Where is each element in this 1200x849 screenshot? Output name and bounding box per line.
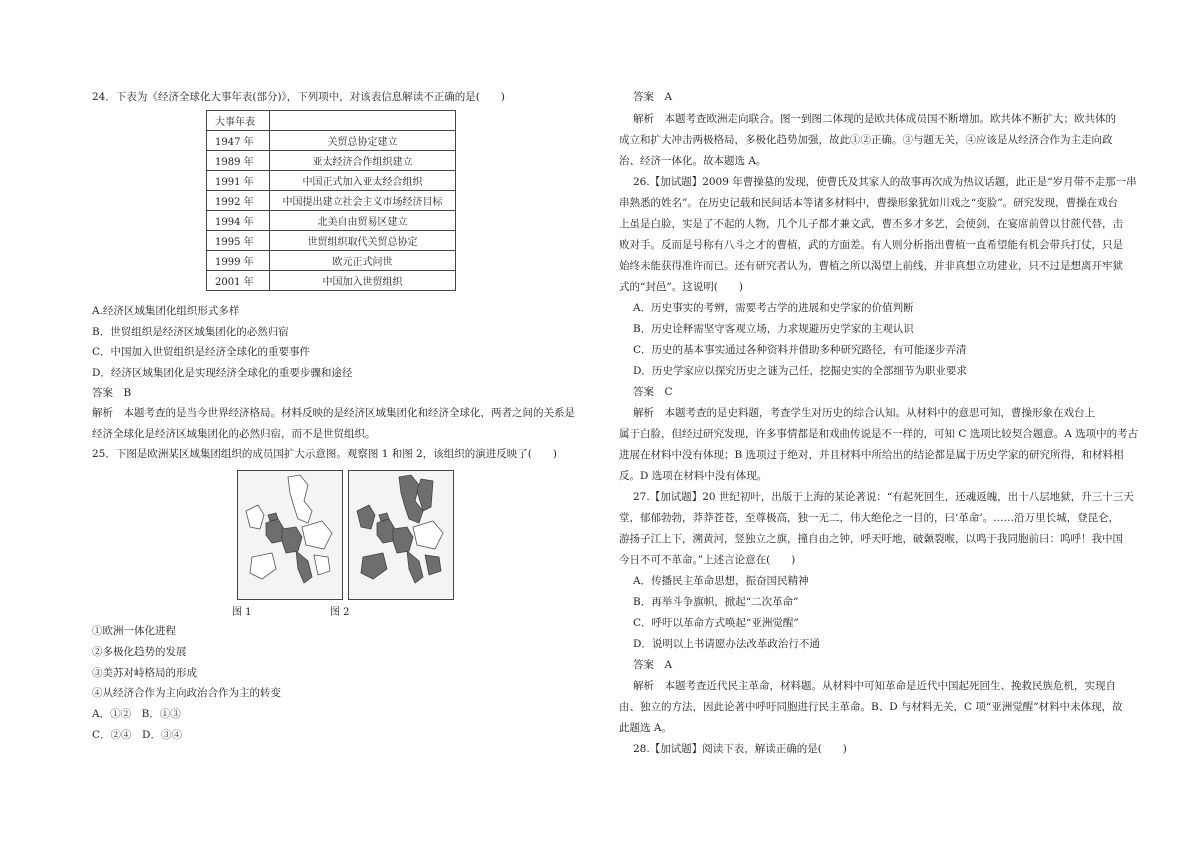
q26-analysis-3: 进展在材料中没有体现；B 选项过于绝对，并且材料中所给出的结论都是属于历史学家的研究所得，和材料相: [619, 449, 1124, 461]
q27-stem-3: 游扬子江上下，溯黄河，竖独立之旗，撞自由之钟，呼天吁地，破颡裂喉，以鸣于我同胞前曰：呜呼！我中国: [619, 533, 1123, 545]
q25-answer: 答案 A: [633, 91, 673, 103]
q26-analysis-1: 解析 本题考查的是史料题，考查学生对历史的综合认知。从材料中的意思可知，曹操形象在戏台上: [633, 407, 1095, 419]
table-row: 1992 年 中国提出建立社会主义市场经济目标: [207, 191, 456, 211]
q26-stem-5: 始终未能获得准许而已。还有研究者认为，曹植之所以渴望上前线，并非真想立功建业，只不过是想离开牢狱: [619, 260, 1123, 272]
table-row: 1989 年 亚太经济合作组织建立: [207, 151, 456, 171]
q26-stem-2: 串熟悉的姓名”。在历史记载和民间话本等诸多材料中，曹操形象犹如川戏之“变脸”。研究发现，曹操在戏台: [619, 197, 1119, 209]
q25-item-1: ①欧洲一体化进程: [92, 625, 176, 637]
table-row: 大事年表: [207, 111, 456, 131]
q25-choices-ab: A．①② B．①③: [92, 708, 181, 720]
q27-option-a: A．传播民主革命思想，振奋国民精神: [633, 575, 809, 587]
q26-option-a: A．历史事实的考辨，需要考古学的进展和史学家的价值判断: [633, 302, 914, 314]
q24-option-d: D．经济区域集团化是实现经济全球化的重要步骤和途径: [92, 367, 353, 379]
fig1-caption: 图 1: [232, 607, 252, 618]
table-row: 1999 年 欧元正式问世: [207, 251, 456, 271]
q26-analysis-4: 反。D 选项在材料中没有体现。: [619, 470, 768, 482]
q27-analysis-3: 此题选 A。: [619, 722, 672, 734]
q27-stem-2: 堂，郁郁勃勃，莽莽苍苍，至尊极高，独一无二，伟大绝伦之一目的，曰‘革命’。……沿万里长城，登昆仑，: [619, 512, 1120, 524]
events-table: [206, 110, 456, 291]
q25-item-3: ③美苏对峙格局的形成: [92, 667, 197, 679]
q26-option-b: B．历史诠释需坚守客观立场，力求规避历史学家的主观认识: [633, 323, 914, 335]
q24-option-b: B．世贸组织是经济区域集团化的必然归宿: [92, 326, 289, 338]
q25-analysis-2: 成立和扩大冲击两极格局，多极化趋势加强，故此①②正确。③与题无关，④应该是从经济合作为主走向政: [619, 134, 1113, 146]
q26-option-d: D．历史学家应以探究历史之谜为己任，挖掘史实的全部细节为职业要求: [633, 365, 967, 377]
table-row: 1991 年 中国正式加入亚太经合组织: [207, 171, 456, 191]
q26-stem-6: 式的“封邑”。这说明( ): [619, 281, 743, 293]
q24-stem: 24．下表为《经济全球化大事年表(部分)》，下列项中，对该表信息解读不正确的是( ): [92, 91, 505, 103]
q25-item-4: ④从经济合作为主向政治合作为主的转变: [92, 687, 281, 699]
q24-option-c: C．中国加入世贸组织是经济全球化的重要事件: [92, 346, 311, 358]
q27-stem-4: 今日不可不革命。”上述言论意在( ): [619, 554, 796, 566]
q27-option-d: D．说明以上书请愿办法改革政治行不通: [633, 638, 820, 650]
q26-stem-3: 上虽是白脸，实是了不起的人物，几个儿子都才兼文武，曹丕多才多艺，会使剑，在宴席前曾以甘蔗代替，击: [619, 218, 1123, 230]
q24-analysis-1: 解析 本题考查的是当今世界经济格局。材料反映的是经济区域集团化和经济全球化，两者之间的关系是: [92, 407, 575, 419]
q27-option-b: B．再举斗争旗帜，掀起“二次革命”: [633, 596, 799, 608]
q24-option-a: A.经济区域集团化组织形式多样: [92, 305, 240, 317]
q26-stem-1: 26.【加试题】2009 年曹操墓的发现，使曹氏及其家人的故事再次成为热议话题，此正是“岁月带不走那一串: [633, 176, 1137, 188]
q26-option-c: C．历史的基本事实通过各种资料并借助多种研究路径，有可能逐步弄清: [633, 344, 967, 356]
europe-map-fig1: [237, 470, 343, 600]
q26-answer: 答案 C: [633, 386, 673, 398]
q25-item-2: ②多极化趋势的发展: [92, 646, 187, 658]
q25-analysis-1: 解析 本题考查欧洲走向联合。图一到图二体现的是欧共体成员国不断增加。欧共体不断扩大；欧共体的: [633, 113, 1116, 125]
q27-analysis-1: 解析 本题考查近代民主革命，材料题。从材料中可知革命是近代中国起死回生、挽救民族危机，实现自: [633, 680, 1116, 692]
q27-analysis-2: 由、独立的方法，因此论著中呼吁同胞进行民主革命。B、D 与材料无关，C 项“亚洲觉醒”材料中未体现，故: [619, 701, 1123, 713]
table-row: 1994 年 北美自由贸易区建立: [207, 211, 456, 231]
q25-stem: 25．下图是欧洲某区域集团组织的成员国扩大示意图。观察图 1 和图 2，该组织的演进反映了( ): [92, 448, 557, 460]
q24-analysis-2: 经济全球化是经济区域集团化的必然归宿，而不是世贸组织。: [92, 428, 376, 440]
q27-stem-1: 27.【加试题】20 世纪初叶，出版于上海的某论著说：“有起死回生，还魂返魄，出十八层地狱，升三十三天: [633, 491, 1134, 503]
q25-choices-cd: C．②④ D．③④: [92, 729, 182, 741]
q28-stem: 28.【加试题】阅读下表，解读正确的是( ): [633, 743, 847, 755]
q25-analysis-3: 治、经济一体化。故本题选 A。: [619, 155, 767, 167]
table-row: 1947 年 关贸总协定建立: [207, 131, 456, 151]
q27-option-c: C．呼吁以革命方式唤起“亚洲觉醒”: [633, 617, 799, 629]
q26-analysis-2: 属于白脸，但经过研究发现，许多事情都是和戏曲传说是不一样的，可知 C 选项比较契合题意。A 选项中的考古: [619, 428, 1139, 440]
q24-answer: 答案 B: [92, 387, 132, 399]
fig2-caption: 图 2: [330, 607, 350, 618]
europe-map-fig2: [348, 470, 454, 600]
table-row: 1995 年 世贸组织取代关贸总协定: [207, 231, 456, 251]
table-row: 2001 年 中国加入世贸组织: [207, 271, 456, 291]
q26-stem-4: 败对手。反而是号称有八斗之才的曹植，武的方面差。有人则分析指出曹植一直希望能有机会带兵打仗，只是: [619, 239, 1123, 251]
q27-answer: 答案 A: [633, 659, 673, 671]
